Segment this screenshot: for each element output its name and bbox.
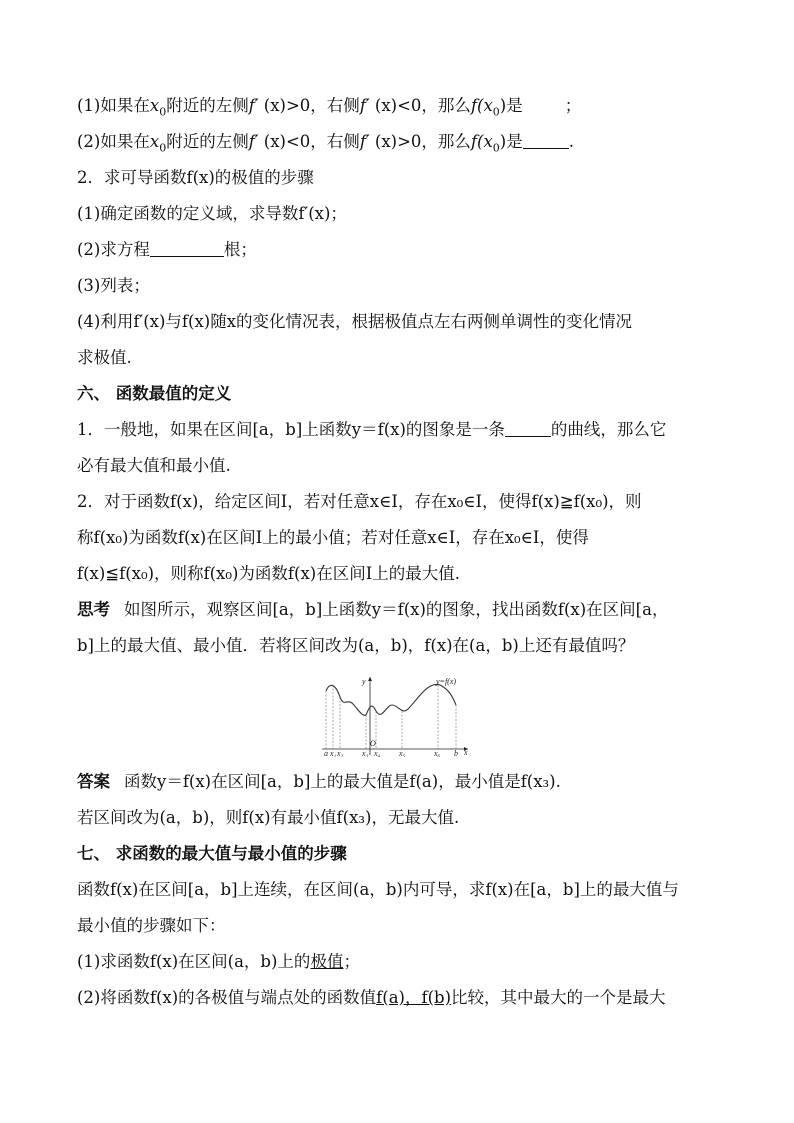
answer-line-1: 答案 函数y＝f(x)在区间[a，b]上的最大值是f(a)，最小值是f(x₃). xyxy=(77,772,561,791)
blank-line xyxy=(505,420,551,437)
max-min-step-1: (1)求函数f(x)在区间(a，b)上的极值； xyxy=(77,952,360,971)
step-3: (3)列表； xyxy=(77,276,150,295)
step-heading: 2．求可导函数f(x)的极值的步骤 xyxy=(77,168,314,187)
section-7-heading: 七、 求函数的最大值与最小值的步骤 xyxy=(77,844,347,863)
y-axis-arrow xyxy=(368,677,372,681)
y-label: y xyxy=(362,677,366,686)
tick-x6: x₆ xyxy=(434,749,441,757)
think-line-1: 思考 如图所示，观察区间[a，b]上函数y＝f(x)的图象，找出函数f(x)在区间[a， xyxy=(77,600,669,619)
def-2-cont1: 称f(x₀)为函数f(x)在区间I上的最小值；若对任意x∈I，存在x₀∈I，使得 xyxy=(77,528,589,547)
tick-b: b xyxy=(454,749,458,757)
steps-intro-1: 函数f(x)在区间[a，b]上连续，在区间(a，b)内可导，求f(x)在[a，b]上的最大值与 xyxy=(77,880,679,899)
tick-x2: x₂ xyxy=(337,749,344,757)
x-label: x xyxy=(464,748,468,757)
text-line-2: (2)如果在$x_0$附近的左侧f′ (x)<0，右侧f′ (x)>0，那么$f(x_0)$是 . xyxy=(77,132,574,155)
step-2: (2)求方程 根； xyxy=(77,240,257,259)
tick-x4: x₄ xyxy=(374,749,381,757)
blank-line xyxy=(523,132,569,149)
max-min-step-2: (2)将函数f(x)的各极值与端点处的函数值f(a)，f(b)比较，其中最大的一个是最大 xyxy=(77,988,666,1007)
think-line-2: b]上的最大值、最小值．若将区间改为(a，b)，f(x)在(a，b)上还有最值吗？ xyxy=(77,636,635,655)
origin-label: O xyxy=(370,739,376,748)
tick-x3: x₃ xyxy=(362,749,369,757)
think-keyword: 思考 xyxy=(77,600,110,619)
steps-intro-2: 最小值的步骤如下： xyxy=(77,916,226,935)
tick-x5: x₅ xyxy=(399,749,406,757)
curve-label: y=f(x) xyxy=(436,677,457,686)
function-curve xyxy=(326,684,456,715)
tick-a: a xyxy=(324,749,328,757)
step-4-cont: 求极值. xyxy=(77,348,132,367)
def-2: 2．对于函数f(x)，给定区间I，若对任意x∈I，存在x₀∈I，使得f(x)≧f(x₀)，则 xyxy=(77,492,642,511)
text-line-1: (1)如果在$x_0$附近的左侧f′ (x)>0，右侧f′ (x)<0，那么$f(x_0)$是 ； xyxy=(77,96,582,119)
answer-keyword: 答案 xyxy=(77,772,110,791)
blank-line xyxy=(150,240,224,257)
vertical-guides xyxy=(326,685,456,749)
def-2-cont2: f(x)≦f(x₀)，则称f(x₀)为函数f(x)在区间I上的最大值. xyxy=(77,564,460,583)
tick-x1: x₁ xyxy=(330,749,337,757)
section-6-heading: 六、 函数最值的定义 xyxy=(77,384,232,403)
def-1-cont: 必有最大值和最小值. xyxy=(77,456,231,475)
def-1: 1．一般地，如果在区间[a，b]上函数y＝f(x)的图象是一条 的曲线，那么它 xyxy=(77,420,667,439)
step-1: (1)确定函数的定义域，求导数f′(x)； xyxy=(77,204,347,223)
step-4: (4)利用f′(x)与f(x)随x的变化情况表，根据极值点左右两侧单调性的变化情况 xyxy=(77,312,632,331)
answer-line-2: 若区间改为(a，b)，则f(x)有最小值f(x₃)，无最大值. xyxy=(77,808,460,827)
function-graph-figure xyxy=(318,675,470,757)
